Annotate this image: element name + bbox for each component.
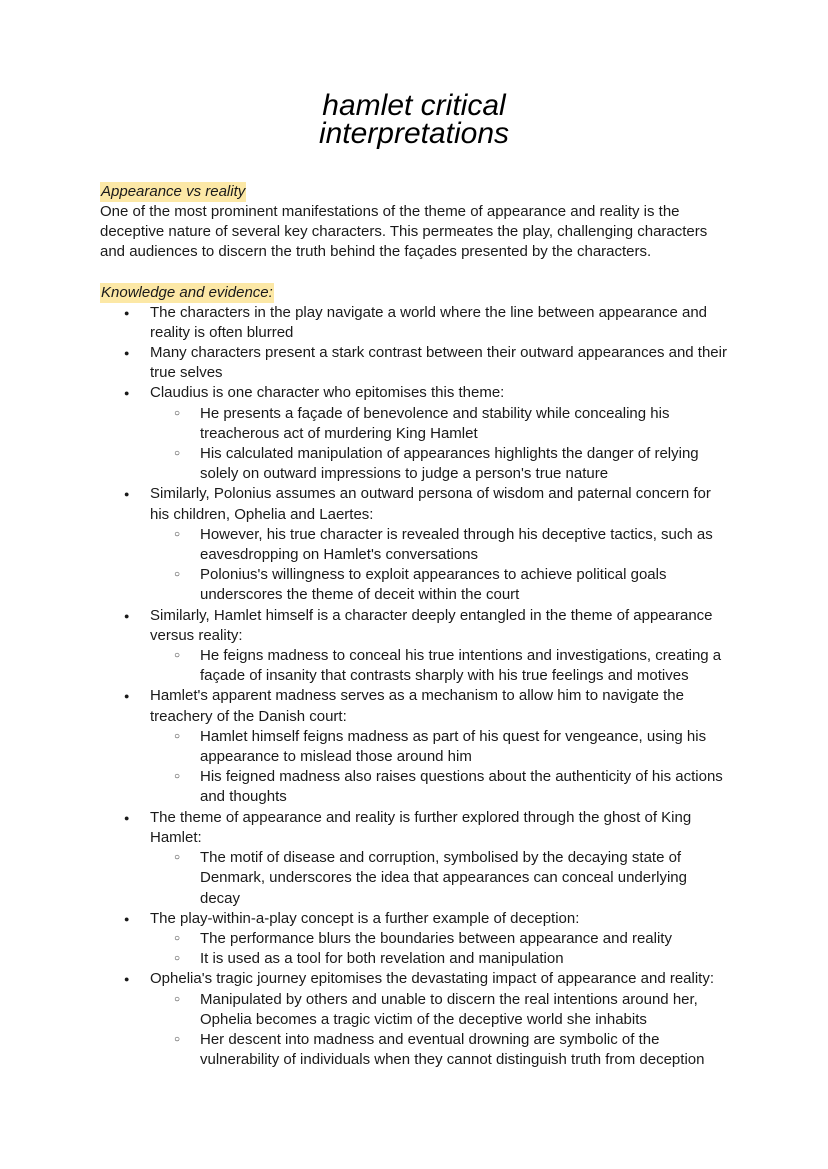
list-item-text: ● Hamlet's apparent madness serves as a mechanism to allow him to navigate the treachery of the Danish court: (150, 686, 728, 726)
sub-list-item: ○ Polonius's willingness to exploit appearances to achieve political goals underscores the theme of deceit within the court (200, 565, 728, 605)
sub-list (150, 848, 728, 909)
list-item (150, 484, 728, 605)
sub-list (150, 646, 728, 686)
sub-list (150, 404, 728, 485)
section-heading: Knowledge and evidence: (101, 283, 273, 301)
list-item (150, 909, 728, 970)
sub-list-item: ○ The motif of disease and corruption, symbolised by the decaying state of Denmark, underscores the idea that appearances can conceal underlying decay (200, 848, 728, 909)
list-item-text: ● The theme of appearance and reality is further explored through the ghost of King Hamlet: (150, 808, 728, 848)
title-line-1: hamlet critical (322, 89, 506, 122)
list-item-text: ● Many characters present a stark contrast between their outward appearances and their true selves (150, 343, 728, 383)
section-paragraph: One of the most prominent manifestations of the theme of appearance and reality is the deceptive nature of several key characters. This permeates the play, challenging characters and audiences to discern the truth behind the façades presented by the characters. (100, 203, 708, 261)
sub-list-item: ○ He presents a façade of benevolence and stability while concealing his treacherous act of murdering King Hamlet (200, 404, 728, 444)
list-item (150, 808, 728, 909)
sub-list-item: ○ The performance blurs the boundaries between appearance and reality (200, 929, 728, 949)
sub-list-item: ○ His calculated manipulation of appearances highlights the danger of relying solely on outward impressions to judge a person's true nature (200, 444, 728, 484)
list-item (150, 686, 728, 807)
list-item (150, 343, 728, 383)
list-item-text: ● The characters in the play navigate a world where the line between appearance and reality is often blurred (150, 303, 728, 343)
sub-list (150, 525, 728, 606)
list-item-text: ● Similarly, Hamlet himself is a character deeply entangled in the theme of appearance versus reality: (150, 606, 728, 646)
section-heading: Appearance vs reality (101, 183, 246, 200)
list-item-text: ● Claudius is one character who epitomises this theme: (150, 383, 728, 403)
sub-list (150, 727, 728, 808)
sub-list (150, 990, 728, 1071)
list-item (150, 606, 728, 687)
sub-list-item: ○ Her descent into madness and eventual drowning are symbolic of the vulnerability of individuals when they cannot distinguish truth from deception (200, 1030, 728, 1070)
list-item (150, 969, 728, 1070)
page-title (100, 89, 728, 150)
sub-list-item: ○ Hamlet himself feigns madness as part of his quest for vengeance, using his appearance to mislead those around him (200, 727, 728, 767)
sub-list-item: ○ However, his true character is revealed through his deceptive tactics, such as eavesdropping on Hamlet's conversations (200, 525, 728, 565)
sub-list-item: ○ He feigns madness to conceal his true intentions and investigations, creating a façade of insanity that contrasts sharply with his true feelings and motives (200, 646, 728, 686)
list-item-text: ● Similarly, Polonius assumes an outward persona of wisdom and paternal concern for his children, Ophelia and Laertes: (150, 484, 728, 524)
list-item-text: ● The play-within-a-play concept is a further example of deception: (150, 909, 728, 929)
list-item-text: ● Ophelia's tragic journey epitomises the devastating impact of appearance and reality: (150, 969, 728, 989)
sub-list (150, 929, 728, 969)
sub-list-item: ○ It is used as a tool for both revelation and manipulation (200, 949, 728, 969)
section-knowledge-and-evidence (100, 283, 728, 1071)
title-line-2: interpretations (318, 117, 510, 150)
bullet-list (100, 303, 728, 1071)
list-item (150, 303, 728, 343)
sub-list-item: ○ His feigned madness also raises questions about the authenticity of his actions and thoughts (200, 767, 728, 807)
section-appearance-vs-reality (100, 182, 728, 263)
sub-list-item: ○ Manipulated by others and unable to discern the real intentions around her, Ophelia becomes a tragic victim of the deceptive world she inhabits (200, 990, 728, 1030)
list-item (150, 383, 728, 484)
